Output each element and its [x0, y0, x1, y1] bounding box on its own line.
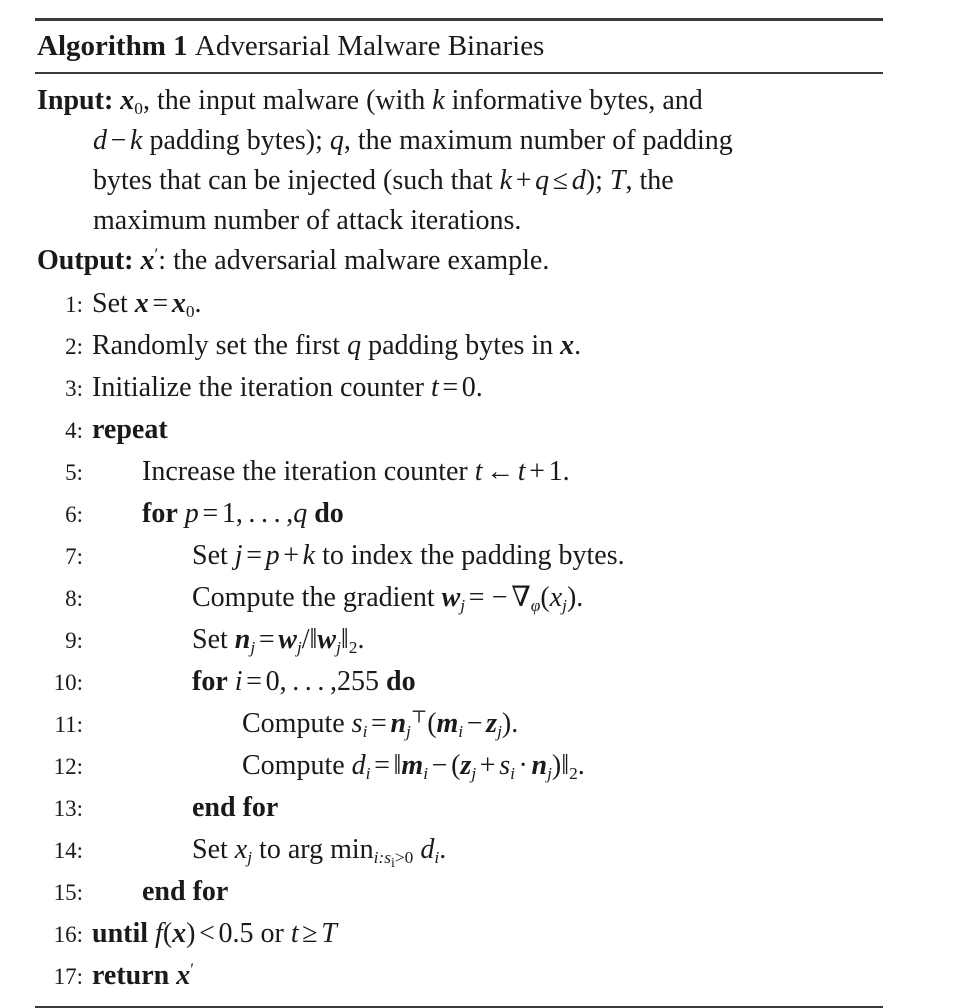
- step-number: 3:: [65, 376, 83, 402]
- keyword-end-for: end for: [142, 876, 229, 908]
- step-text: for i = 0, . . . ,255 do: [192, 666, 416, 698]
- bottom-rule-wrap: [35, 997, 883, 1008]
- step-row: [35, 787, 883, 829]
- step-text: [92, 409, 883, 450]
- input-text-line2: d − k padding bytes); q, the maximum number of padding: [93, 125, 733, 157]
- input-text-line4: maximum number of attack iterations.: [93, 205, 522, 237]
- step-text: [92, 871, 883, 912]
- step-row: [35, 913, 883, 955]
- step-text: Compute $d_i$ = $‖m_i - (z_j + s_i$ · $n_j)‖_2$.: [242, 750, 585, 783]
- step-row: [35, 325, 883, 367]
- step-number: 16:: [53, 922, 83, 948]
- io-block: [35, 74, 883, 281]
- step-row: [35, 577, 883, 619]
- step-number: 14:: [53, 838, 83, 864]
- step-row: [35, 493, 883, 535]
- step-row: [35, 367, 883, 409]
- step-text: Randomly set the first q padding bytes in x.: [92, 330, 582, 362]
- step-row: [35, 661, 883, 703]
- step-number: 1:: [65, 292, 83, 318]
- step-row: [35, 829, 883, 871]
- step-row: [35, 409, 883, 451]
- output-text: x′: the adversarial malware example.: [140, 244, 550, 277]
- step-row: [35, 745, 883, 787]
- input-label: Input:: [37, 85, 114, 117]
- step-number: 7:: [65, 544, 83, 570]
- algorithm-title-keyword: Algorithm 1: [37, 30, 188, 62]
- step-number: 13:: [53, 796, 83, 822]
- step-text: for p = 1, . . . ,q do: [142, 498, 344, 530]
- step-number: 8:: [65, 586, 83, 612]
- step-number: 5:: [65, 460, 83, 486]
- step-number: 4:: [65, 418, 83, 444]
- step-number: 9:: [65, 628, 83, 654]
- step-text: return x′: [92, 959, 195, 992]
- step-number: 17:: [53, 964, 83, 990]
- keyword-repeat: repeat: [92, 414, 168, 446]
- step-text: Initialize the iteration counter t = 0.: [92, 372, 483, 404]
- output-label: Output:: [37, 245, 134, 277]
- step-text: until f(x) < 0.5 or t ≥ T: [92, 918, 337, 950]
- input-text-line3: bytes that can be injected (such that k + q ≤ d); T, the: [93, 165, 674, 197]
- step-text: Compute $s_i = n_j^⊤(m_i - z_j)$.: [242, 707, 519, 741]
- step-text: Set $x = x_0$.: [92, 288, 202, 321]
- step-row: [35, 619, 883, 661]
- step-row: [35, 955, 883, 997]
- step-number: 10:: [53, 670, 83, 696]
- step-number: 15:: [53, 880, 83, 906]
- step-row: [35, 871, 883, 913]
- step-row: [35, 703, 883, 745]
- algorithm-title-name: Adversarial Malware Binaries: [194, 30, 545, 62]
- step-text: [92, 787, 883, 828]
- step-row: [35, 283, 883, 325]
- keyword-end-for: end for: [192, 792, 279, 824]
- step-text: Increase the iteration counter t ← t + 1.: [142, 456, 570, 488]
- algorithm-title: [35, 21, 883, 72]
- step-text: Set $x_j$ to arg $\min_{i:s_i>0} d_i$.: [192, 834, 447, 871]
- step-number: 6:: [65, 502, 83, 528]
- step-row: [35, 451, 883, 493]
- step-text: Set $n_j$ = $w_j/‖w_j‖_2$.: [192, 624, 365, 657]
- step-text: Set j = p + k to index the padding bytes.: [192, 540, 625, 572]
- step-number: 11:: [54, 712, 83, 738]
- step-text: Compute the gradient $w_j$ = − $\nabla_\varphi(x_j)$.: [192, 582, 584, 615]
- algorithm-block: [35, 18, 883, 1008]
- step-row: [35, 535, 883, 577]
- input-line: [35, 81, 883, 241]
- algorithm-steps: [35, 281, 883, 997]
- input-text: $x_0$, the input malware (with k informative bytes, and: [120, 85, 703, 118]
- step-number: 12:: [53, 754, 83, 780]
- step-number: 2:: [65, 334, 83, 360]
- output-line: [35, 241, 883, 281]
